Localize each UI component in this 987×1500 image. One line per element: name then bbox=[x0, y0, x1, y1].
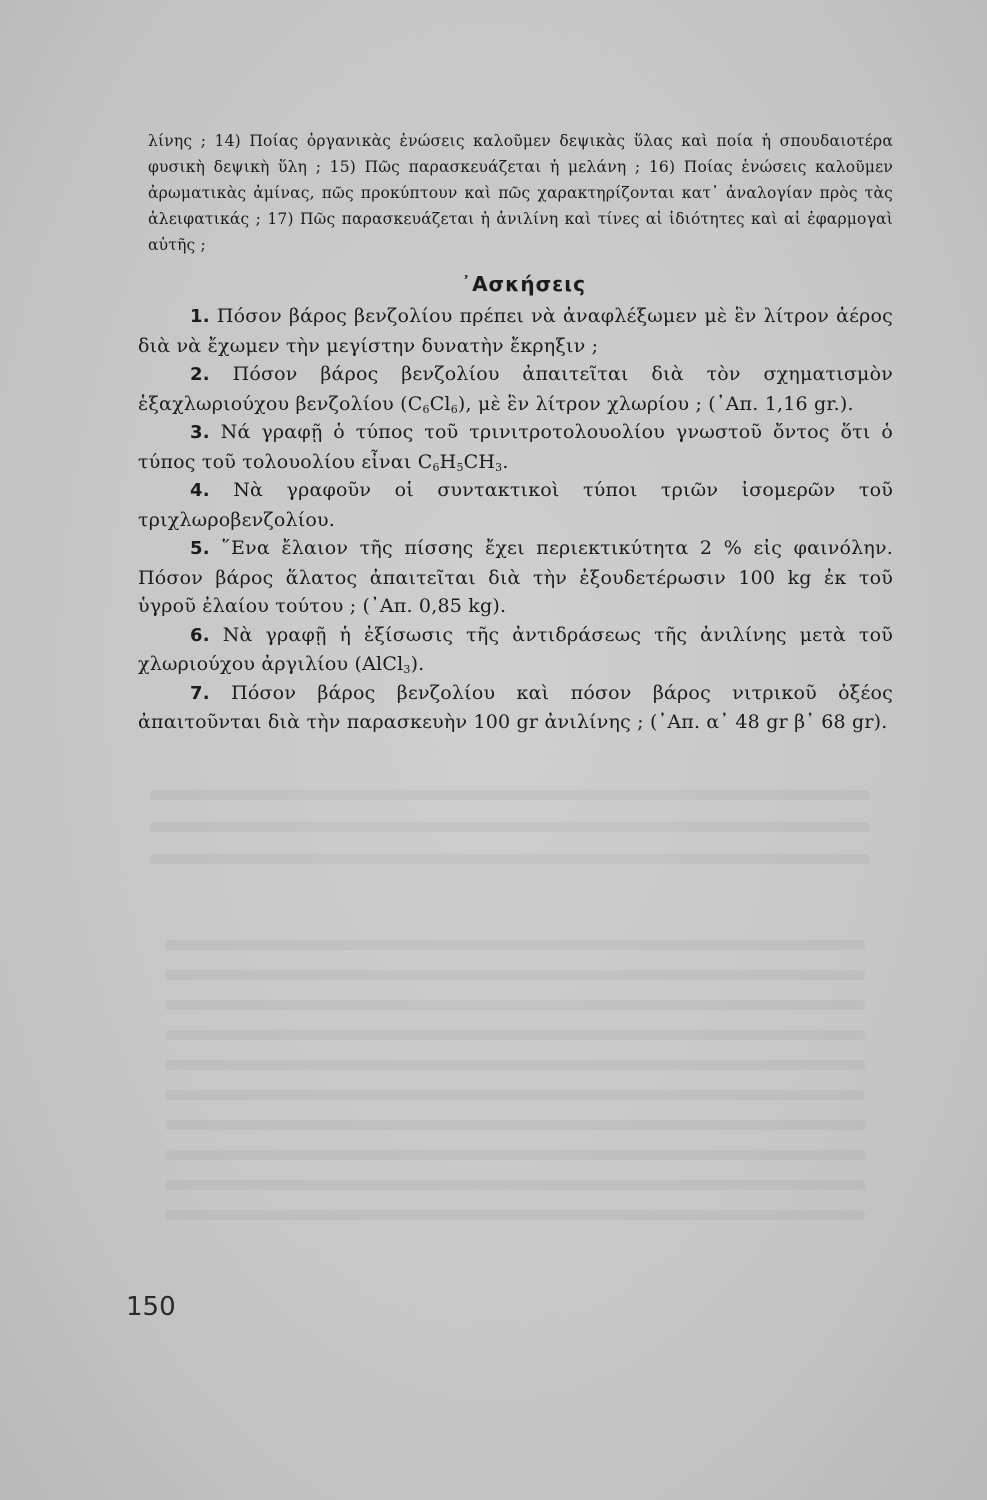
subscript: 3 bbox=[403, 663, 411, 676]
exercise-text: ), μὲ ἓν λίτρον χλωρίου ; (᾽Απ. 1,16 gr.). bbox=[457, 392, 854, 415]
bleed-through-line bbox=[165, 940, 865, 950]
bleed-through-line bbox=[150, 854, 870, 864]
exercise-text: ). bbox=[410, 653, 425, 675]
subscript: 5 bbox=[456, 460, 464, 474]
exercise-number: 7. bbox=[190, 682, 210, 704]
formula-text: CH bbox=[463, 450, 496, 473]
bleed-through-line bbox=[165, 1150, 865, 1160]
bleed-through-line bbox=[165, 1000, 865, 1010]
formula-text: Cl bbox=[429, 392, 451, 415]
bleed-through-line bbox=[165, 970, 865, 980]
exercise-text: Νά γραφῇ ὁ τύπος τοῦ τρινιτροτολουολίου γνωστοῦ ὄντος ὅτι ὁ τύπος τοῦ τολουολίου εἶναι C bbox=[138, 421, 893, 473]
exercise-number: 2. bbox=[190, 364, 210, 385]
exercise-7 bbox=[138, 679, 893, 737]
exercise-text: Πόσον βάρος βενζολίου ἀπαιτεῖται διὰ τὸν σχηματισμὸν ἑξαχλωριούχου βενζολίου (C bbox=[138, 363, 893, 415]
exercise-text: Πόσον βάρος βενζολίου πρέπει νὰ ἀναφλέξωμεν μὲ ἓν λίτρον ἀέρος διὰ νὰ ἔχωμεν τὴν μεγίστην δυνατὴν ἔκρηξιν ; bbox=[138, 305, 893, 357]
bleed-through-line bbox=[150, 822, 870, 832]
bleed-through-line bbox=[165, 1180, 865, 1190]
questions-paragraph: λίνης ; 14) Ποίας ὀργανικὰς ἑνώσεις καλοῦμεν δεψικὰς ὕλας καὶ ποία ἡ σπουδαιοτέρα φυσικὴ δεψικὴ ὕλη ; 15) Πῶς παρασκευάζεται ἡ μελάνη ; 16) Ποίας ἑνώσεις καλοῦμεν ἀρωματικὰς ἀμίνας, πῶς προκύπτουν καὶ πῶς χαρακτηρίζονται κατ᾽ ἀναλογίαν πρὸς τὰς ἀλειφατικάς ; 17) Πῶς παρασκευάζεται ἡ ἀνιλίνη καὶ τίνες αἱ ἰδιότητες καὶ αἱ ἐφαρμογαὶ αὐτῆς ; bbox=[148, 132, 893, 254]
bleed-through-line bbox=[165, 1210, 865, 1220]
subscript: 6 bbox=[432, 460, 440, 474]
subscript: 6 bbox=[450, 402, 458, 416]
bleed-through-line bbox=[165, 1120, 865, 1130]
formula-text: H bbox=[439, 450, 457, 473]
exercise-text: . bbox=[502, 450, 509, 473]
exercise-6 bbox=[138, 621, 893, 679]
bleed-through-line bbox=[165, 1090, 865, 1100]
subscript: 6 bbox=[422, 402, 430, 416]
exercise-5 bbox=[138, 534, 893, 621]
bleed-through-line bbox=[165, 1060, 865, 1070]
bleed-through-line bbox=[165, 1030, 865, 1040]
exercise-3 bbox=[138, 418, 893, 476]
exercise-number: 4. bbox=[190, 480, 210, 501]
exercise-number: 6. bbox=[190, 624, 210, 646]
exercise-number: 3. bbox=[190, 422, 210, 443]
exercise-text: Νὰ γραφοῦν οἱ συντακτικοὶ τύποι τριῶν ἰσομερῶν τοῦ τριχλωροβενζολίου. bbox=[138, 479, 893, 531]
exercises-list bbox=[138, 302, 893, 737]
exercise-text: ῞Ενα ἔλαιον τῆς πίσσης ἔχει περιεκτικύτητα 2 % εἰς φαινόλην. Πόσον βάρος ἅλατος ἀπαιτεῖται διὰ τὴν ἐξουδετέρωσιν 100 kg ἐκ τοῦ ὑγροῦ ἐλαίου τούτου ; (᾽Απ. 0,85 kg). bbox=[138, 537, 893, 617]
exercise-4 bbox=[138, 476, 893, 534]
section-heading: ᾽Ασκήσεις bbox=[461, 272, 586, 296]
bleed-through-line bbox=[150, 790, 870, 800]
exercise-1 bbox=[138, 302, 893, 360]
subscript: 3 bbox=[495, 460, 503, 474]
exercise-number: 5. bbox=[190, 538, 210, 559]
exercise-text: Νὰ γραφῇ ἡ ἐξίσωσις τῆς ἀντιδράσεως τῆς ἀνιλίνης μετὰ τοῦ χλωριούχου ἀργιλίου (AlCl bbox=[138, 623, 893, 675]
exercise-text: Πόσον βάρος βενζολίου καὶ πόσον βάρος νιτρικοῦ ὀξέος ἀπαιτοῦνται διὰ τὴν παρασκευὴν 100 gr ἀνιλίνης ; (᾽Απ. α᾽ 48 gr β᾽ 68 gr). bbox=[138, 681, 893, 733]
exercise-2 bbox=[138, 360, 893, 418]
page-number: 150 bbox=[126, 1292, 176, 1322]
exercise-number: 1. bbox=[190, 306, 210, 327]
